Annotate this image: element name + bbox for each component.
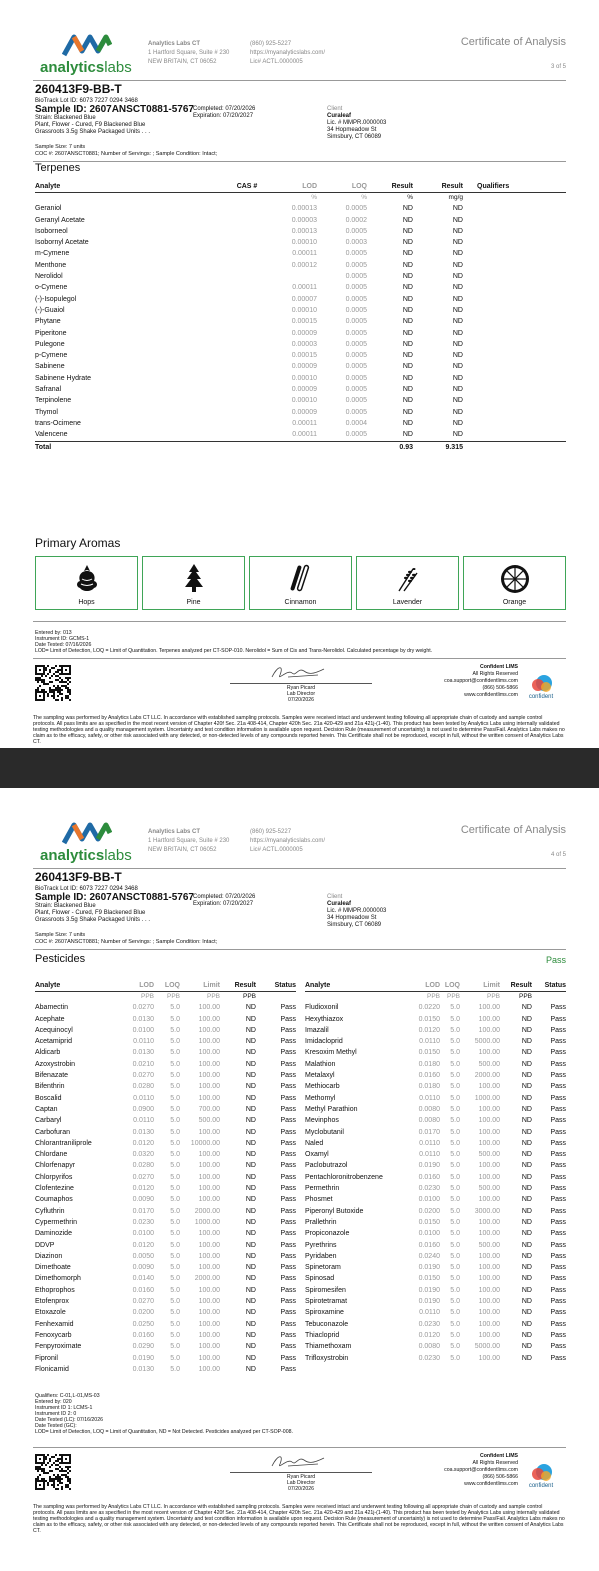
table-row: p-Cymene 0.00015 0.0005 ND ND — [35, 352, 463, 360]
disclaimer: The sampling was performed by Analytics Labs CT LLC. In accordance with established sampling protocols. Samples were received intact and underwent testing following all appropriate chain of custody and sample control protocols. All pass limits are as specified in the most recent version of Chapter 420f Sec. 21a 408-414, Chapter 420h Sec. 21a 420-429 and 21a 421j-(1-40). This product has been tested by Analytics Labs using internally validated testing methodologies and a quality management system. Uncertainty and test condition information is available upon request. Decision Rule (measurement of uncertainty) is not used to determine Pass/Fail. Analytics Labs makes no claim as to the efficacy, safety, or other risk associated with any detected, or non-detected levels of any compounds reported herein. This Certificate shall not be reproduced, except in full, without the written consent of Analytics Labs CT. — [33, 1504, 565, 1534]
table-row: Isoborneol 0.00013 0.0005 ND ND — [35, 227, 463, 235]
logo-word-analytics: analytics — [40, 59, 105, 76]
lab-url-link[interactable]: https://myanalyticslabs.com/ — [250, 50, 326, 56]
table-row: Propiconazole 0.0100 5.0 100.00 ND Pass — [305, 1230, 566, 1238]
table-row: Terpinolene 0.00010 0.0005 ND ND — [35, 397, 463, 405]
disclaimer: The sampling was performed by Analytics Labs CT LLC. In accordance with established sampling protocols. Samples were received intact and underwent testing following all appropriate chain of custody and sample control protocols. All pass limits are as specified in the most recent version of Chapter 420f Sec. 21a 408-414, Chapter 420h Sec. 21a 420-429 and 21a 421j-(1-40). This product has been tested by Analytics Labs using internally validated testing methodologies and a quality management system. Uncertainty and test condition information is available upon request. Decision Rule (measurement of uncertainty) is not used to determine Pass/Fail. Analytics Labs makes no claim as to the efficacy, safety, or other risk associated with any detected, or non-detected levels of any compounds reported herein. This Certificate shall not be reproduced, except in full, without the written consent of Analytics Labs CT. — [33, 715, 565, 745]
aroma-card-pine — [142, 556, 245, 610]
table-row: Fipronil 0.0190 5.0 100.00 ND Pass — [35, 1354, 296, 1362]
units-row: PPB PPB PPB PPB — [140, 993, 256, 1001]
table-row: Pyridaben 0.0240 5.0 100.00 ND Pass — [305, 1252, 566, 1260]
table-row: Thiamethoxam 0.0080 5.0 5000.00 ND Pass — [305, 1343, 566, 1351]
units-row: PPB PPB PPB PPB — [426, 993, 532, 1001]
table-row: Pentachloronitrobenzene 0.0160 5.0 100.00 ND Pass — [305, 1173, 566, 1181]
terpenes-table — [35, 181, 566, 453]
table-row: Fenhexamid 0.0250 5.0 100.00 ND Pass — [35, 1320, 296, 1328]
divider — [33, 1447, 566, 1448]
table-row: Acephate 0.0130 5.0 100.00 ND Pass — [35, 1015, 296, 1023]
hops-icon — [72, 563, 102, 593]
table-row: Myclobutanil 0.0170 5.0 100.00 ND Pass — [305, 1128, 566, 1136]
qr-code[interactable] — [35, 665, 71, 701]
table-row: Bifenthrin 0.0280 5.0 100.00 ND Pass — [35, 1083, 296, 1091]
table-row: Azoxystrobin 0.0210 5.0 100.00 ND Pass — [35, 1060, 296, 1068]
table-row: Imazalil 0.0120 5.0 100.00 ND Pass — [305, 1026, 566, 1034]
confident-logo: confident — [524, 1462, 558, 1492]
logo-word-analytics: analytics — [40, 847, 105, 864]
table-row: Nerolidol 0.0005 ND ND — [35, 273, 463, 281]
table-row: Spinetoram 0.0190 5.0 100.00 ND Pass — [305, 1264, 566, 1272]
signature — [268, 1452, 328, 1472]
lab-address: Analytics Labs CT 1 Hartford Square, Suite # 230 NEW BRITAIN, CT 06052 — [148, 829, 230, 853]
lab-contact: (860) 925-5227 https://myanalyticslabs.com/ Lic# ACTL.0000005 — [250, 828, 370, 855]
table-row: Clofentezine 0.0120 5.0 100.00 ND Pass — [35, 1185, 296, 1193]
coa-page-3 — [0, 0, 599, 748]
table-row: Methyl Parathion 0.0080 5.0 100.00 ND Pass — [305, 1105, 566, 1113]
lab-url-link[interactable]: https://myanalyticslabs.com/ — [250, 838, 326, 844]
table-row: Paclobutrazol 0.0190 5.0 100.00 ND Pass — [305, 1162, 566, 1170]
biotrack-id: BioTrack Lot ID: 6073 7227 0294 3468 — [35, 98, 138, 104]
table-row: Thiacloprid 0.0120 5.0 100.00 ND Pass — [305, 1331, 566, 1339]
aroma-card-hops — [35, 556, 138, 610]
table-row: Piperitone 0.00009 0.0005 ND ND — [35, 329, 463, 337]
table-row: Methomyl 0.0110 5.0 1000.00 ND Pass — [305, 1094, 566, 1102]
divider — [33, 80, 566, 81]
table-row: (-)-Isopulegol 0.00007 0.0005 ND ND — [35, 295, 463, 303]
page-header — [0, 30, 599, 80]
table-row: Trifloxystrobin 0.0230 5.0 100.00 ND Pass — [305, 1354, 566, 1362]
biotrack-id: BioTrack Lot ID: 6073 7227 0294 3468 — [35, 886, 138, 892]
table-row: Sabinene Hydrate 0.00010 0.0005 ND ND — [35, 374, 463, 382]
table-row: Etoxazole 0.0200 5.0 100.00 ND Pass — [35, 1309, 296, 1317]
table-row: Naled 0.0110 5.0 100.00 ND Pass — [305, 1139, 566, 1147]
table-row: Pulegone 0.00003 0.0005 ND ND — [35, 340, 463, 348]
lab-address: Analytics Labs CT 1 Hartford Square, Suite # 230 NEW BRITAIN, CT 06052 — [148, 41, 230, 65]
overall-status-badge: Pass — [545, 955, 566, 965]
aroma-card-orange — [463, 556, 566, 610]
table-row: Metalaxyl 0.0160 5.0 2000.00 ND Pass — [305, 1072, 566, 1080]
table-row: Fludioxonil 0.0220 5.0 100.00 ND Pass — [305, 1004, 566, 1012]
table-row: Chlorpyrifos 0.0270 5.0 100.00 ND Pass — [35, 1173, 296, 1181]
table-row: Safranal 0.00009 0.0005 ND ND — [35, 386, 463, 394]
table-row: Fenpyroximate 0.0290 5.0 100.00 ND Pass — [35, 1343, 296, 1351]
aroma-label: Hops — [78, 599, 95, 606]
qr-code[interactable] — [35, 1454, 71, 1490]
table-row: Diazinon 0.0050 5.0 100.00 ND Pass — [35, 1252, 296, 1260]
table-row: DDVP 0.0120 5.0 100.00 ND Pass — [35, 1241, 296, 1249]
table-row: Chlordane 0.0320 5.0 100.00 ND Pass — [35, 1151, 296, 1159]
page-number: 3 of 5 — [550, 64, 566, 70]
divider — [33, 868, 566, 869]
primary-aromas — [35, 556, 566, 610]
table-row: (-)-Guaiol 0.00010 0.0005 ND ND — [35, 306, 463, 314]
pine-icon — [179, 563, 209, 593]
table-row: Chlorantraniliprole 0.0120 5.0 10000.00 ND Pass — [35, 1139, 296, 1147]
divider — [33, 658, 566, 659]
confident-email[interactable]: coa.support@confidentlims.com — [444, 678, 518, 684]
table-row: Phytane 0.00015 0.0005 ND ND — [35, 318, 463, 326]
page-header — [0, 818, 599, 868]
pesticides-table-right — [305, 980, 566, 1364]
coa-title: Certificate of Analysis — [460, 36, 566, 48]
logo-word-labs: labs — [104, 847, 132, 864]
table-row: Phosmet 0.0100 5.0 100.00 ND Pass — [305, 1196, 566, 1204]
table-row: Spirotetramat 0.0190 5.0 100.00 ND Pass — [305, 1298, 566, 1306]
aroma-label: Pine — [186, 599, 201, 606]
table-row: Spiromesifen 0.0190 5.0 100.00 ND Pass — [305, 1286, 566, 1294]
sample-id: Sample ID: 2607ANSCT0881-5767 — [35, 892, 194, 903]
confident-url[interactable]: www.confidentlims.com — [464, 692, 518, 698]
table-row: Fenoxycarb 0.0160 5.0 100.00 ND Pass — [35, 1331, 296, 1339]
table-row: Prallethrin 0.0150 5.0 100.00 ND Pass — [305, 1218, 566, 1226]
table-row: Flonicamid 0.0130 5.0 100.00 ND Pass — [35, 1365, 296, 1373]
table-row: Bifenazate 0.0270 5.0 100.00 ND Pass — [35, 1072, 296, 1080]
divider — [33, 949, 566, 950]
signature — [268, 663, 328, 683]
sample-info: 260413F9-BB-T BioTrack Lot ID: 6073 7227 0294 3468 Sample ID: 2607ANSCT0881-5767 Strain: Blackened Blue Plant, Flower - Cured, F9 Blackened Blue Grassroots 3.5g Shake Packaged Units . . . Completed: 07/20/2026 Expiration: 07/20/2027 Client Curaleaf Lic. # MMPR.0000003 34 Hopmeadow St Simsbury, CT 06089 Sample Size: 7 units COC #: 2607ANSCT0881; Number of Servings: ; Sample Condition: Intact; — [35, 870, 565, 892]
table-row: Mevinphos 0.0080 5.0 100.00 ND Pass — [305, 1117, 566, 1125]
aroma-card-lavender — [356, 556, 459, 610]
confident-contact: Confident LIMS All Rights Reserved coa.support@confidentlims.com (866) 506-5866 www.confidentlims.com — [444, 1453, 518, 1487]
sample-code: 260413F9-BB-T — [35, 82, 122, 96]
divider — [33, 621, 566, 622]
aroma-label: Cinnamon — [284, 599, 317, 606]
test-notes: Entered by: 013 Instrument ID: GCMS-1 Date Tested: 07/16/2026 LOD= Limit of Detection, LOQ = Limit of Quantitation. Terpenes analyzed per CT-SOP-010. Nerolidol = Sum of Cis and Trans-Nerolidol. Calculated percentage by dry weight. — [35, 630, 433, 654]
confident-logo: confident — [524, 673, 558, 703]
section-title: Pesticides — [35, 953, 86, 965]
lavender-icon — [393, 563, 423, 593]
table-row: Spiroxamine 0.0110 5.0 100.00 ND Pass — [305, 1309, 566, 1317]
signature-block: Ryan Picard Lab Director 07/20/2026 Confident LIMS All Rights Reserved coa.support@confidentlims.com (866) 506-5866 www.confidentlims.com confident — [33, 1450, 566, 1498]
table-row: Oxamyl 0.0110 5.0 500.00 ND Pass — [305, 1151, 566, 1159]
table-row: Aldicarb 0.0130 5.0 100.00 ND Pass — [35, 1049, 296, 1057]
aroma-label: Lavender — [392, 599, 423, 606]
table-row: Acequinocyl 0.0100 5.0 100.00 ND Pass — [35, 1026, 296, 1034]
confident-email[interactable]: coa.support@confidentlims.com — [444, 1467, 518, 1473]
table-row: Sabinene 0.00009 0.0005 ND ND — [35, 363, 463, 371]
analytics-labs-logo — [40, 821, 135, 866]
table-row: Acetamiprid 0.0110 5.0 100.00 ND Pass — [35, 1038, 296, 1046]
page-number: 4 of 5 — [550, 852, 566, 858]
table-row: Daminozide 0.0100 5.0 100.00 ND Pass — [35, 1230, 296, 1238]
client-info: Client Curaleaf Lic. # MMPR.0000003 34 Hopmeadow St Simsbury, CT 06089 — [327, 106, 387, 140]
client-info: Client Curaleaf Lic. # MMPR.0000003 34 Hopmeadow St Simsbury, CT 06089 — [327, 894, 387, 928]
table-row: Ethoprophos 0.0160 5.0 100.00 ND Pass — [35, 1286, 296, 1294]
table-row: m-Cymene 0.00011 0.0005 ND ND — [35, 250, 463, 258]
page-separator — [0, 748, 599, 788]
confident-contact: Confident LIMS All Rights Reserved coa.support@confidentlims.com (866) 506-5866 www.confidentlims.com — [444, 664, 518, 698]
table-row: Imidacloprid 0.0110 5.0 5000.00 ND Pass — [305, 1038, 566, 1046]
signature-block: Ryan Picard Lab Director 07/20/2026 Confident LIMS All Rights Reserved coa.support@confidentlims.com (866) 506-5866 www.confidentlims.com confident — [33, 661, 566, 709]
sample-info: 260413F9-BB-T BioTrack Lot ID: 6073 7227 0294 3468 Sample ID: 2607ANSCT0881-5767 Strain: Blackened Blue Plant, Flower - Cured, F9 Blackened Blue Grassroots 3.5g Shake Packaged Units . . . Completed: 07/20/2026 Expiration: 07/20/2027 Client Curaleaf Lic. # MMPR.0000003 34 Hopmeadow St Simsbury, CT 06089 Sample Size: 7 units COC #: 2607ANSCT0881; Number of Servings: ; Sample Condition: Intact; — [35, 82, 565, 104]
table-row: Hexythiazox 0.0150 5.0 100.00 ND Pass — [305, 1015, 566, 1023]
table-row: Methiocarb 0.0180 5.0 100.00 ND Pass — [305, 1083, 566, 1091]
signer-name: Ryan Picard — [286, 1474, 316, 1480]
divider — [33, 161, 566, 162]
table-header: Analyte CAS # LOD LOQ Result Result Qualifiers — [35, 181, 566, 193]
table-row: Etofenprox 0.0270 5.0 100.00 ND Pass — [35, 1298, 296, 1306]
logo-word-labs: labs — [104, 59, 132, 76]
table-row: Captan 0.0900 5.0 700.00 ND Pass — [35, 1105, 296, 1113]
section-title: Terpenes — [35, 162, 81, 174]
signer-name: Ryan Picard — [286, 685, 316, 691]
table-row: trans-Ocimene 0.00011 0.0004 ND ND — [35, 419, 463, 427]
table-row: Valencene 0.00011 0.0005 ND ND — [35, 431, 463, 439]
table-row: Cyfluthrin 0.0170 5.0 2000.00 ND Pass — [35, 1207, 296, 1215]
table-row: Carbofuran 0.0130 5.0 100.00 ND Pass — [35, 1128, 296, 1136]
table-header: Analyte LOD LOQ Limit Result Status — [35, 980, 296, 992]
test-notes: Qualifiers: C-01,L-01,MS-03 Entered by: 020 Instrument ID 1: LCMS-1 Instrument ID 2: 0 Date Tested (LC): 07/16/2026 Date Tested (GC): LOD= Limit of Detection, LOQ = Limit of Quantitation, ND = Not Detected. Pesticides analyzed per CT-SOP-008. — [35, 1393, 293, 1435]
table-row: Geranyl Acetate 0.00003 0.0002 ND ND — [35, 216, 463, 224]
sample-code: 260413F9-BB-T — [35, 870, 122, 884]
pesticides-table-left — [35, 980, 296, 1375]
table-row: Cypermethrin 0.0230 5.0 1000.00 ND Pass — [35, 1218, 296, 1226]
units-row: % % % mg/g — [311, 194, 463, 202]
table-row: o-Cymene 0.00011 0.0005 ND ND — [35, 284, 463, 292]
confident-url[interactable]: www.confidentlims.com — [464, 1481, 518, 1487]
table-row: Pyrethrins 0.0160 5.0 500.00 ND Pass — [305, 1241, 566, 1249]
analytics-labs-logo — [40, 33, 135, 78]
table-row: Thymol 0.00009 0.0005 ND ND — [35, 408, 463, 416]
table-row: Carbaryl 0.0110 5.0 500.00 ND Pass — [35, 1117, 296, 1125]
lab-contact: (860) 925-5227 https://myanalyticslabs.com/ Lic# ACTL.0000005 — [250, 40, 370, 67]
table-row: Isobornyl Acetate 0.00010 0.0003 ND ND — [35, 239, 463, 247]
table-row: Dimethoate 0.0090 5.0 100.00 ND Pass — [35, 1264, 296, 1272]
table-row: Kresoxim Methyl 0.0150 5.0 100.00 ND Pass — [305, 1049, 566, 1057]
cinnamon-icon — [286, 563, 316, 593]
table-row: Tebuconazole 0.0230 5.0 100.00 ND Pass — [305, 1320, 566, 1328]
table-row: Permethrin 0.0230 5.0 500.00 ND Pass — [305, 1185, 566, 1193]
total-row: Total 0.93 9.315 — [35, 441, 566, 453]
table-row: Boscalid 0.0110 5.0 100.00 ND Pass — [35, 1094, 296, 1102]
table-row: Malathion 0.0180 5.0 500.00 ND Pass — [305, 1060, 566, 1068]
table-header: Analyte LOD LOQ Limit Result Status — [305, 980, 566, 992]
table-row: Coumaphos 0.0090 5.0 100.00 ND Pass — [35, 1196, 296, 1204]
aroma-label: Orange — [502, 599, 527, 606]
orange-icon — [499, 563, 531, 595]
table-row: Spinosad 0.0150 5.0 100.00 ND Pass — [305, 1275, 566, 1283]
coa-title: Certificate of Analysis — [460, 824, 566, 836]
coa-page-4 — [0, 788, 599, 1571]
aroma-card-cinnamon — [249, 556, 352, 610]
table-row: Chlorfenapyr 0.0280 5.0 100.00 ND Pass — [35, 1162, 296, 1170]
aromas-title: Primary Aromas — [35, 536, 121, 550]
table-row: Piperonyl Butoxide 0.0200 5.0 3000.00 ND Pass — [305, 1207, 566, 1215]
table-row: Dimethomorph 0.0140 5.0 2000.00 ND Pass — [35, 1275, 296, 1283]
table-row: Abamectin 0.0270 5.0 100.00 ND Pass — [35, 1004, 296, 1012]
table-row: Geraniol 0.00013 0.0005 ND ND — [35, 205, 463, 213]
sample-id: Sample ID: 2607ANSCT0881-5767 — [35, 104, 194, 115]
table-row: Menthone 0.00012 0.0005 ND ND — [35, 261, 463, 269]
